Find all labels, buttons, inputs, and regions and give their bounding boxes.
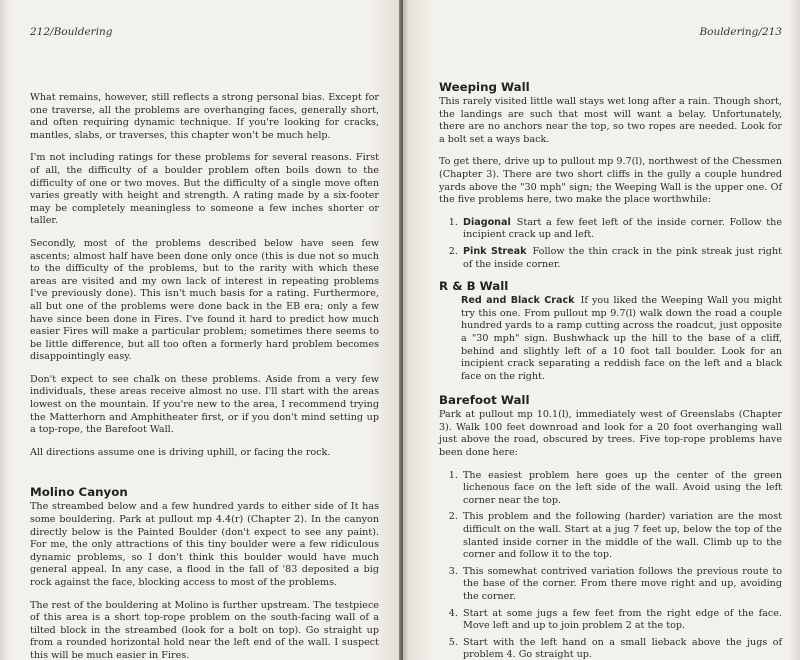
paragraph: [439, 295, 782, 383]
rb-wall-section: [439, 279, 782, 383]
weeping-wall-section: [439, 80, 782, 271]
paragraph: Secondly, most of the problems described below have seen few ascents; almost half have been done only once (this is due not so much to the difficulty of the problems, but to the rarity with which these areas are visited and my own lack of interest in repeating problems I've previously done). This isn't much basis for a rating. Furthermore, all but one of the problems were done back in the EB era; only a few have since been done in Fires. I've found it hard to predict how much easier Fires will make a particular problem; sometimes there seems to be little difference, but all too often a formerly hard problem becomes disappointingly easy.: [30, 237, 379, 363]
list-item: 1. The easiest problem here goes up the center of the green lichenous face on the left side of the wall. Avoid using the left corner near the top.: [461, 470, 782, 508]
section-heading: Barefoot Wall: [439, 393, 530, 408]
list-item: 5. Start with the left hand on a small lieback above the jugs of problem 4. Go straight up.: [461, 637, 782, 660]
problem-text: If you liked the Weeping Wall you might try this one. From pullout mp 9.7(l) walk down the road a couple hundred yards to a ramp cutting across the roadcut, just opposite a "30 mph" sign. Bushwhack up the hill to the base of a cliff, behind and slightly left of a 10 foot tall boulder. Look for an incipient crack separating a reddish face on the left and a black face on the right.: [461, 295, 782, 382]
section-heading: Molino Canyon: [30, 485, 128, 500]
list-item: 4. Start at some jugs a few feet from the right edge of the face. Move left and up to join problem 2 at the top.: [461, 608, 782, 633]
problem-list: [439, 217, 782, 271]
problem-name: Red and Black Crack: [461, 295, 575, 307]
paragraph: This rarely visited little wall stays wet long after a rain. Though short, the landings are such that most will want a belay. Unfortunately, there are no anchors near the top, so two ropes are needed. Look for a bolt set a ways back.: [439, 96, 782, 145]
paragraph: The rest of the bouldering at Molino is further upstream. The testpiece of this area is a short top-rope problem on the south-facing wall of a tilted block in the streambed (look for a bolt on top). Go straight up from a rounded horizontal hold near the left end of the wall. I suspect this will be much easier in Fires.: [30, 599, 379, 660]
paragraph: Park at pullout mp 10.1(l), immediately west of Greenslabs (Chapter 3). Walk 100 feet downroad and look for a 20 foot overhanging wall just above the road, obscured by trees. Five top-rope problems have been done here:: [439, 409, 782, 459]
list-item: [461, 217, 782, 242]
list-item: 3. This somewhat contrived variation follows the previous route to the base of the corner. From there move right and up, avoiding the corner.: [461, 566, 782, 604]
paragraph: What remains, however, still reflects a strong personal bias. Except for one traverse, all the problems are overhanging faces, generally short, and often requiring dynamic technique. If you're looking for cracks, mantles, slabs, or traverses, this chapter won't be much help.: [30, 92, 379, 141]
paragraph: All directions assume one is driving uphill, or facing the rock.: [30, 446, 331, 458]
list-item: 2. This problem and the following (harder) variation are the most difficult on the wall. Start at a jug 7 feet up, below the top of the slanted inside corner in the middle of the wall. Climb up to the corner and follow it to the top.: [461, 511, 782, 561]
paragraph: The streambed below and a few hundred yards to either side of It has some bouldering. Park at pullout mp 4.4(r) (Chapter 2). In the canyon directly below is the Painted Boulder (don't expect to see any paint). For me, the only attractions of this tiny boulder were a few ridiculous dynamic problems, so I don't think this boulder would have much general appeal. In any case, a flood in the fall of '83 deposited a big rock against the face, blocking access to most of the problems.: [30, 501, 379, 588]
problem-name: Diagonal: [463, 216, 511, 228]
paragraph: Don't expect to see chalk on these problems. Aside from a very few individuals, these areas receive almost no use. I'll start with the areas lowest on the mountain. If you're new to the area, I recommend trying the Matterhorn and Amphitheater first, or if you don't mind setting up a top-rope, the Barefoot Wall.: [30, 373, 379, 436]
right-page: [403, 0, 800, 660]
list-item: [461, 246, 782, 271]
intro-section: [30, 92, 379, 459]
left-running-header: 212/Bouldering: [30, 26, 113, 38]
problem-text: Follow the thin crack in the pink streak just right of the inside corner.: [463, 245, 782, 270]
section-heading: Weeping Wall: [439, 80, 530, 94]
paragraph: To get there, drive up to pullout mp 9.7(l), northwest of the Chessmen (Chapter 3). There are two short cliffs in the gully a couple hundred yards above the "30 mph" sign; the Weeping Wall is the upper one. Of the five problems here, two make the place worthwhile:: [439, 156, 782, 206]
right-running-header: Bouldering/213: [699, 26, 782, 38]
paragraph: I'm not including ratings for these problems for several reasons. First of all, the difficulty of a boulder problem often boils down to the difficulty of one or two moves. But the difficulty of a single move often varies greatly with height and strength. A rating made by a six-footer may be completely meaningless to someone a few inches shorter or taller.: [30, 152, 379, 227]
problem-name: Pink Streak: [463, 245, 527, 257]
problem-list: [439, 470, 782, 660]
molino-section: [30, 485, 379, 660]
section-heading: R & B Wall: [439, 279, 509, 294]
barefoot-wall-section: [439, 393, 782, 660]
problem-text: Start a few feet left of the inside corner. Follow the incipient crack up and left.: [463, 216, 782, 241]
